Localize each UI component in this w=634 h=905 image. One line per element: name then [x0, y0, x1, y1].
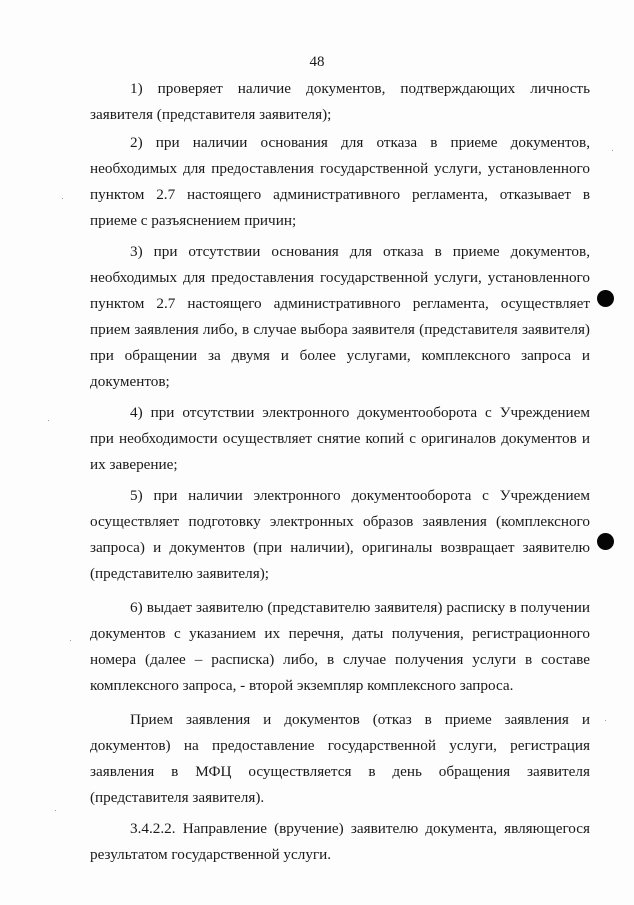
binder-hole-mark	[597, 290, 614, 307]
scan-noise	[612, 150, 613, 151]
paragraph-1: 1) проверяет наличие документов, подтверждающих личность заявителя (представителя заявителя);	[90, 80, 590, 123]
document-body	[90, 76, 590, 872]
paragraph-6: 6) выдает заявителю (представителю заявителя) расписку в получении документов с указанием их перечня, даты получения, регистрационного номера (далее – расписка) либо, в случае получения услуги в составе комплексного запроса, - второй экземпляр комплексного запроса.	[90, 599, 590, 694]
paragraph-7: Прием заявления и документов (отказ в приеме заявления и документов) на предоставление государственной услуги, регистрация заявления в МФЦ осуществляется в день обращения заявителя (представителя заявителя).	[90, 711, 590, 806]
binder-hole-mark	[597, 533, 614, 550]
paragraph-5: 5) при наличии электронного документооборота с Учреждением осуществляет подготовку электронных образов заявления (комплексного запроса) и документов (при наличии), оригиналы возвращает заявителю (представителю заявителя);	[90, 487, 590, 582]
scan-noise	[605, 720, 606, 721]
scan-noise	[48, 420, 49, 421]
scan-noise	[70, 640, 71, 641]
scan-noise	[55, 810, 56, 811]
paragraph-2: 2) при наличии основания для отказа в приеме документов, необходимых для предоставления государственной услуги, установленного пунктом 2.7 настоящего административного регламента, отказывает в приеме с разъяснением причин;	[90, 134, 590, 229]
paragraph-4: 4) при отсутствии электронного документооборота с Учреждением при необходимости осуществляет снятие копий с оригиналов документов и их заверение;	[90, 404, 590, 473]
scan-noise	[62, 198, 63, 199]
paragraph-8: 3.4.2.2. Направление (вручение) заявителю документа, являющегося результатом государственной услуги.	[90, 820, 590, 863]
paragraph-3: 3) при отсутствии основания для отказа в приеме документов, необходимых для предоставления государственной услуги, установленного пунктом 2.7 настоящего административного регламента, осуществляет прием заявления либо, в случае выбора заявителя (представителя заявителя) при обращении за двумя и более услугами, комплексного запроса и документов;	[90, 243, 590, 390]
page-number: 48	[309, 54, 325, 70]
